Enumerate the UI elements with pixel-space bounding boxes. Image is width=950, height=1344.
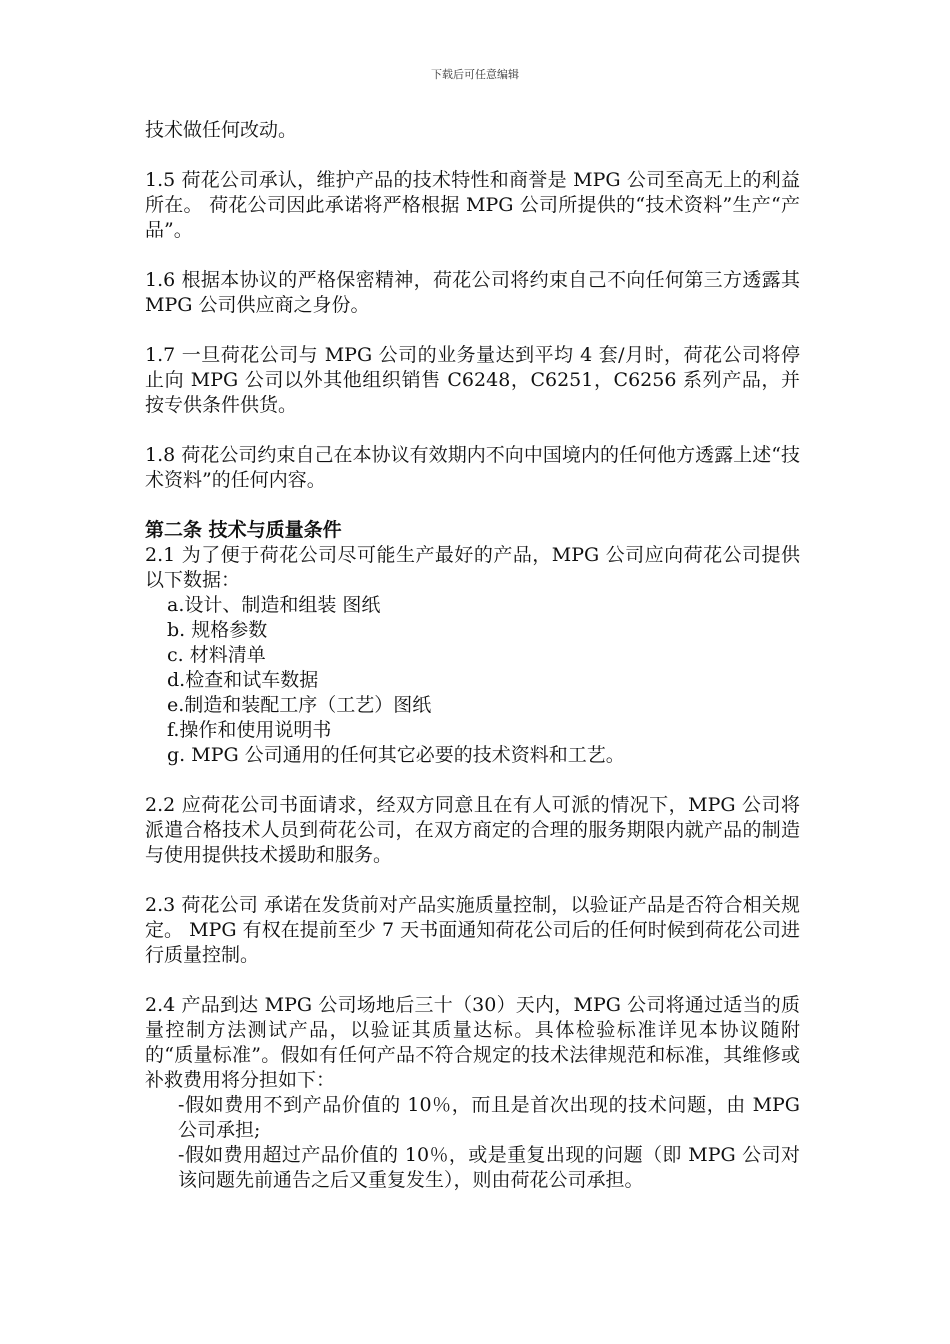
list-item: c. 材料清单 [167,644,266,666]
clause-2-3: 2.3 荷花公司 承诺在发货前对产品实施质量控制，以验证产品是否符合相关规定。 MPG 有权在提前至少 7 天书面通知荷花公司后的任何时候到荷花公司进行质量控制。 [145,894,800,966]
clause-1-6: 1.6 根据本协议的严格保密精神，荷花公司将约束自己不向任何第三方透露其 MPG 公司供应商之身份。 [145,269,800,316]
clause-1-5: 1.5 荷花公司承认，维护产品的技术特性和商誉是 MPG 公司至高无上的利益所在。 荷花公司因此承诺将严格根据 MPG 公司所提供的“技术资料”生产“产品”。 [145,169,800,241]
technical-data-list [145,593,800,768]
clause-2-4: 2.4 产品到达 MPG 公司场地后三十（30）天内，MPG 公司将通过适当的质量控制方法测试产品，以验证其质量达标。具体检验标准详见本协议随附的“质量标准”。假如有任何产品不符合规定的技术法律规范和标准，其维修或补救费用将分担如下： [145,994,800,1091]
clause-2-2: 2.2 应荷花公司书面请求，经双方同意且在有人可派的情况下，MPG 公司将派遣合格技术人员到荷花公司，在双方商定的合理的服务期限内就产品的制造与使用提供技术援助和服务。 [145,794,800,866]
list-item: f.操作和使用说明书 [167,719,332,741]
document-body [145,118,800,1193]
list-item: b. 规格参数 [167,619,268,641]
paragraph-continuation: 技术做任何改动。 [145,119,298,141]
page-header: 下载后可任意编辑 [431,68,519,81]
clause-2-1: 2.1 为了便于荷花公司尽可能生产最好的产品，MPG 公司应向荷花公司提供以下数据： [145,544,800,591]
section-2-heading: 第二条 技术与质量条件 [145,519,342,541]
cost-sharing-item-1: -假如费用不到产品价值的 10％，而且是首次出现的技术问题，由 MPG 公司承担; [178,1094,800,1141]
clause-1-8: 1.8 荷花公司约束自己在本协议有效期内不向中国境内的任何他方透露上述“技术资料”的任何内容。 [145,444,800,491]
list-item: g. MPG 公司通用的任何其它必要的技术资料和工艺。 [167,744,625,766]
clause-1-7: 1.7 一旦荷花公司与 MPG 公司的业务量达到平均 4 套/月时，荷花公司将停止向 MPG 公司以外其他组织销售 C6248，C6251，C6256 系列产品，并按专供条件供货。 [145,344,800,416]
list-item: d.检查和试车数据 [167,669,319,691]
cost-sharing-item-2: -假如费用超过产品价值的 10％，或是重复出现的问题（即 MPG 公司对该问题先前通告之后又重复发生），则由荷花公司承担。 [178,1144,800,1191]
list-item: a.设计、制造和组装 图纸 [167,594,381,616]
list-item: e.制造和装配工序（工艺）图纸 [167,694,432,716]
